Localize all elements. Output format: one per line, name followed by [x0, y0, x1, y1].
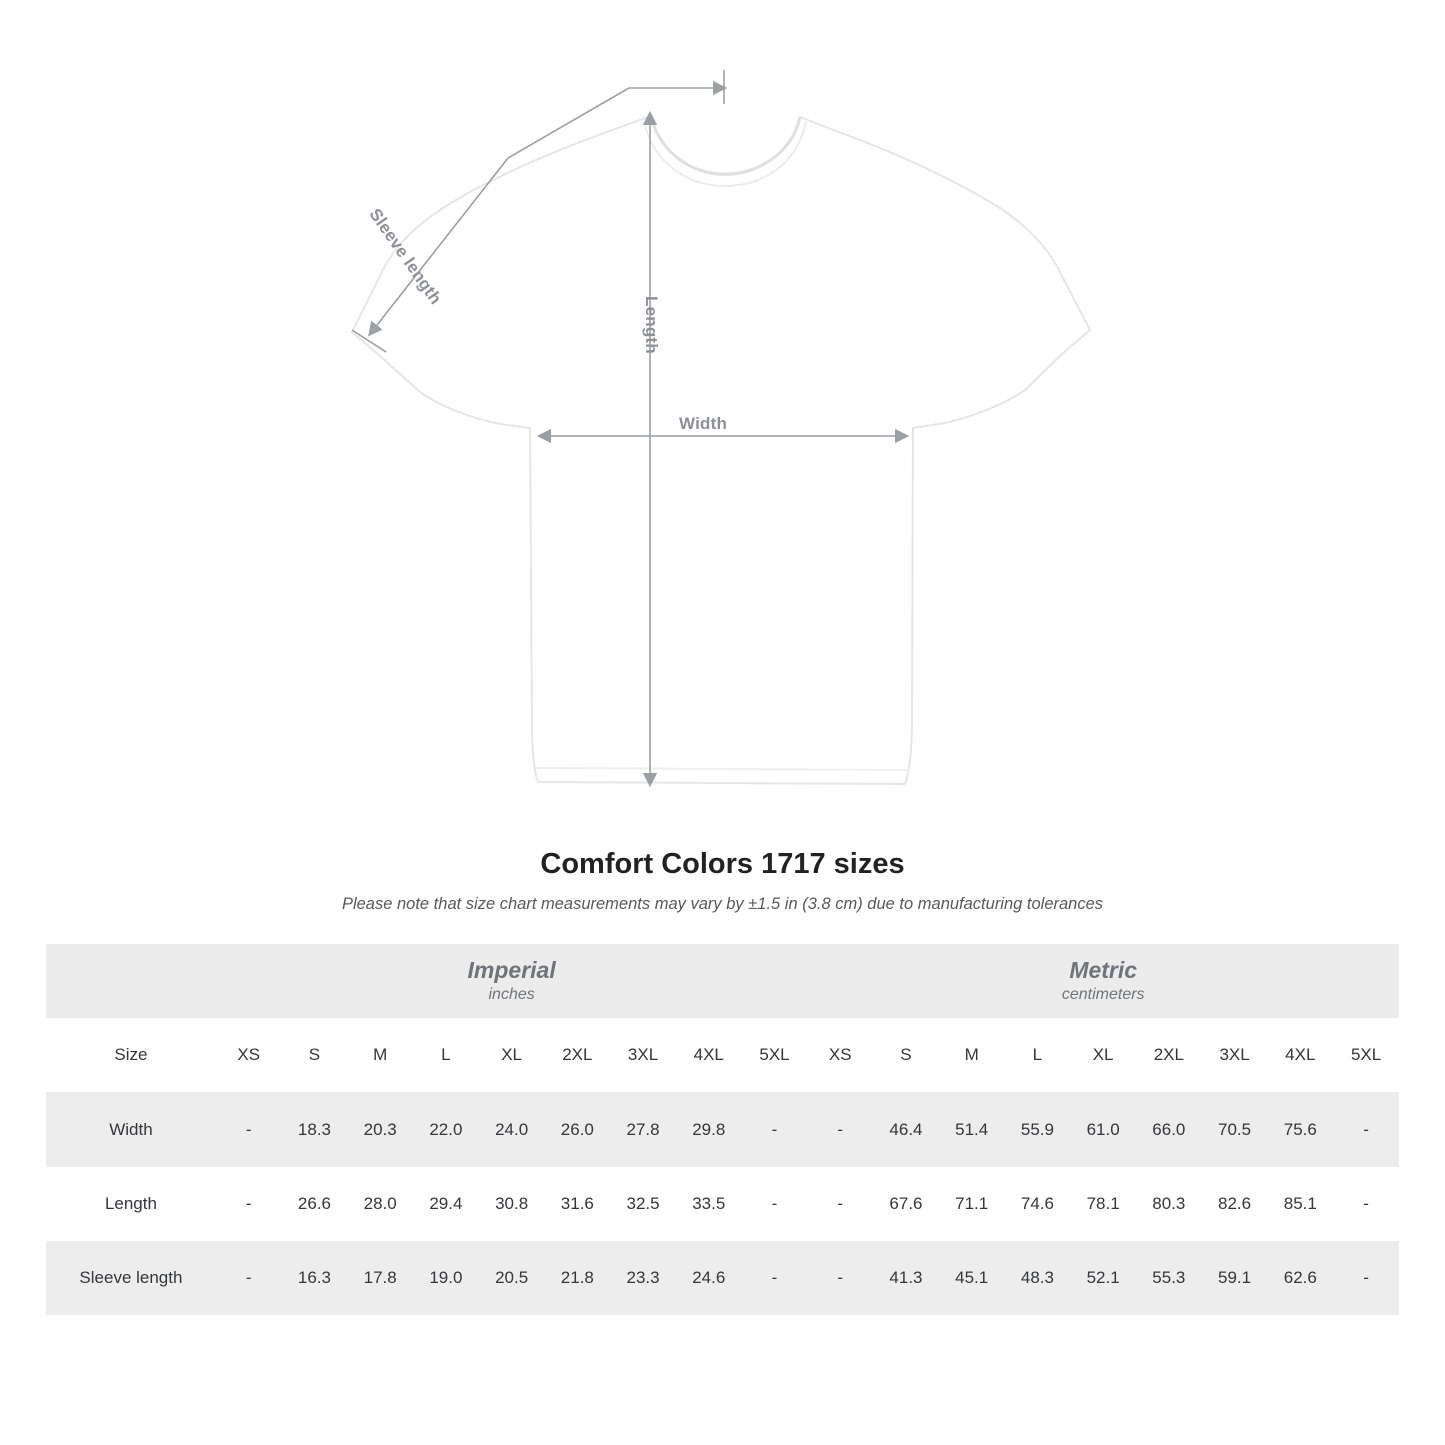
cell-length-imperial-xl: 30.8 [479, 1167, 545, 1241]
cell-sleeve-imperial-3xl: 23.3 [610, 1241, 676, 1315]
cell-width-imperial-xs: - [216, 1093, 282, 1168]
unit-group-metric-sub: centimeters [1061, 985, 1145, 1003]
size-header-label: Size [46, 1018, 216, 1093]
col-header-metric-5xl: 5XL [1333, 1018, 1399, 1093]
cell-length-imperial-5xl: - [742, 1167, 808, 1241]
cell-length-metric-s: 67.6 [873, 1167, 939, 1241]
cell-length-imperial-s: 26.6 [282, 1167, 348, 1241]
col-header-imperial-s: S [282, 1018, 348, 1093]
cell-width-imperial-m: 20.3 [347, 1093, 413, 1168]
col-header-metric-4xl: 4XL [1267, 1018, 1333, 1093]
cell-sleeve-metric-4xl: 62.6 [1267, 1241, 1333, 1315]
unit-header-row [46, 944, 1399, 1018]
cell-length-metric-xl: 78.1 [1070, 1167, 1136, 1241]
unit-group-metric [807, 944, 1399, 1018]
col-header-imperial-3xl: 3XL [610, 1018, 676, 1093]
cell-sleeve-metric-3xl: 59.1 [1202, 1241, 1268, 1315]
col-header-metric-m: M [939, 1018, 1005, 1093]
cell-length-metric-5xl: - [1333, 1167, 1399, 1241]
cell-width-imperial-2xl: 26.0 [544, 1093, 610, 1168]
row-label-length: Length [46, 1167, 216, 1241]
cell-length-imperial-xs: - [216, 1167, 282, 1241]
cell-width-metric-4xl: 75.6 [1267, 1093, 1333, 1168]
cell-length-metric-2xl: 80.3 [1136, 1167, 1202, 1241]
table-row [46, 1093, 1399, 1168]
col-header-metric-l: L [1005, 1018, 1071, 1093]
col-header-metric-2xl: 2XL [1136, 1018, 1202, 1093]
unit-header-spacer [46, 944, 216, 1018]
cell-sleeve-metric-s: 41.3 [873, 1241, 939, 1315]
cell-width-metric-xl: 61.0 [1070, 1093, 1136, 1168]
cell-length-imperial-2xl: 31.6 [544, 1167, 610, 1241]
size-chart-table-wrap [46, 944, 1399, 1315]
cell-sleeve-imperial-s: 16.3 [282, 1241, 348, 1315]
cell-width-metric-2xl: 66.0 [1136, 1093, 1202, 1168]
cell-sleeve-imperial-4xl: 24.6 [676, 1241, 742, 1315]
cell-sleeve-imperial-2xl: 21.8 [544, 1241, 610, 1315]
cell-width-metric-m: 51.4 [939, 1093, 1005, 1168]
size-chart-table [46, 944, 1399, 1315]
cell-length-imperial-l: 29.4 [413, 1167, 479, 1241]
unit-group-imperial-sub: inches [488, 985, 535, 1003]
cell-length-imperial-m: 28.0 [347, 1167, 413, 1241]
unit-group-metric-name: Metric [1069, 957, 1138, 984]
row-label-width: Width [46, 1093, 216, 1168]
cell-width-metric-l: 55.9 [1005, 1093, 1071, 1168]
col-header-metric-xl: XL [1070, 1018, 1136, 1093]
col-header-imperial-xl: XL [479, 1018, 545, 1093]
cell-width-metric-xs: - [807, 1093, 873, 1168]
col-header-imperial-xs: XS [216, 1018, 282, 1093]
cell-width-metric-5xl: - [1333, 1093, 1399, 1168]
cell-width-imperial-l: 22.0 [413, 1093, 479, 1168]
cell-width-imperial-3xl: 27.8 [610, 1093, 676, 1168]
length-dimension-label: Length [642, 296, 661, 354]
cell-length-metric-4xl: 85.1 [1267, 1167, 1333, 1241]
cell-sleeve-imperial-l: 19.0 [413, 1241, 479, 1315]
cell-length-metric-l: 74.6 [1005, 1167, 1071, 1241]
cell-length-imperial-3xl: 32.5 [610, 1167, 676, 1241]
cell-width-imperial-s: 18.3 [282, 1093, 348, 1168]
cell-sleeve-metric-2xl: 55.3 [1136, 1241, 1202, 1315]
cell-sleeve-metric-l: 48.3 [1005, 1241, 1071, 1315]
col-header-metric-s: S [873, 1018, 939, 1093]
cell-width-imperial-4xl: 29.8 [676, 1093, 742, 1168]
cell-width-metric-3xl: 70.5 [1202, 1093, 1268, 1168]
chart-title-block [0, 848, 1445, 914]
col-header-metric-xs: XS [807, 1018, 873, 1093]
col-header-imperial-4xl: 4XL [676, 1018, 742, 1093]
table-row [46, 1167, 1399, 1241]
unit-group-imperial-name: Imperial [467, 957, 556, 984]
page-title: Comfort Colors 1717 sizes [540, 848, 905, 880]
cell-length-metric-3xl: 82.6 [1202, 1167, 1268, 1241]
cell-sleeve-metric-5xl: - [1333, 1241, 1399, 1315]
cell-sleeve-metric-m: 45.1 [939, 1241, 1005, 1315]
cell-length-metric-m: 71.1 [939, 1167, 1005, 1241]
cell-width-imperial-5xl: - [742, 1093, 808, 1168]
col-header-metric-3xl: 3XL [1202, 1018, 1268, 1093]
table-row [46, 1241, 1399, 1315]
cell-sleeve-imperial-xl: 20.5 [479, 1241, 545, 1315]
size-header-row [46, 1018, 1399, 1093]
col-header-imperial-5xl: 5XL [742, 1018, 808, 1093]
col-header-imperial-2xl: 2XL [544, 1018, 610, 1093]
cell-sleeve-metric-xs: - [807, 1241, 873, 1315]
row-label-sleeve-length: Sleeve length [46, 1241, 216, 1315]
tolerance-note: Please note that size chart measurements may vary by ±1.5 in (3.8 cm) due to manufacturing tolerances [341, 895, 1104, 913]
cell-sleeve-imperial-5xl: - [742, 1241, 808, 1315]
cell-width-metric-s: 46.4 [873, 1093, 939, 1168]
cell-length-imperial-4xl: 33.5 [676, 1167, 742, 1241]
cell-sleeve-imperial-m: 17.8 [347, 1241, 413, 1315]
sleeve-length-dimension-label: Sleeve length [365, 205, 446, 308]
cell-sleeve-imperial-xs: - [216, 1241, 282, 1315]
col-header-imperial-l: L [413, 1018, 479, 1093]
cell-sleeve-metric-xl: 52.1 [1070, 1241, 1136, 1315]
width-dimension-label: Width [679, 414, 728, 433]
cell-width-imperial-xl: 24.0 [479, 1093, 545, 1168]
cell-length-metric-xs: - [807, 1167, 873, 1241]
col-header-imperial-m: M [347, 1018, 413, 1093]
unit-group-imperial [216, 944, 808, 1018]
